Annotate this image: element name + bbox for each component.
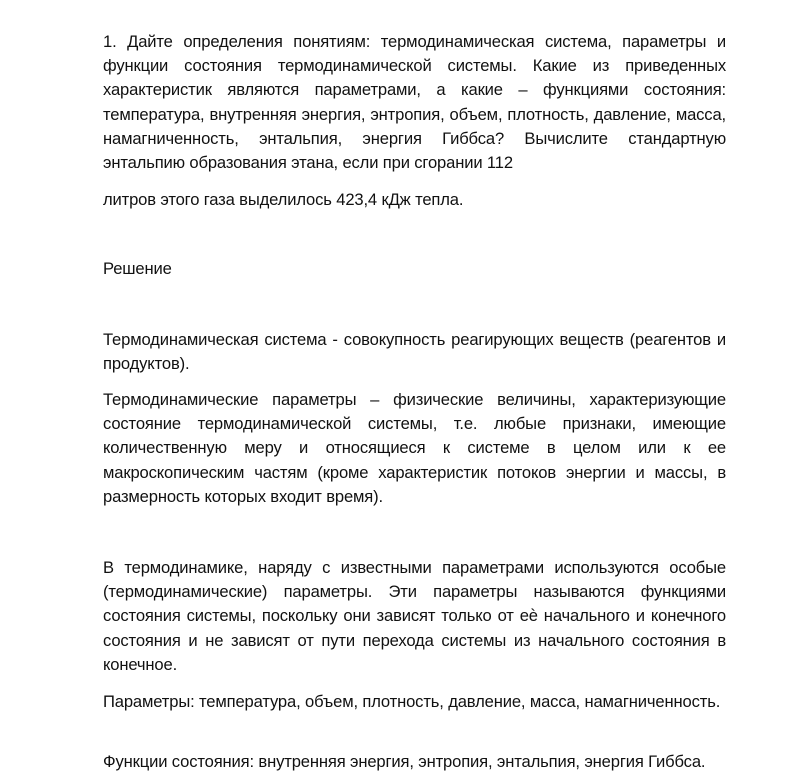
- question-text: 1. Дайте определения понятиям: термодинамическая система, параметры и функции состояния термодинамической системы. Какие из приведенных характеристик являются параметрами, а какие – функциями состояния: температура, внутренняя энергия, энтропия, объем, плотность, давление, масса, намагниченность, энтальпия, энергия Гиббса? Вычислите стандартную энтальпию образования этана, если при сгорании 112: [103, 32, 726, 173]
- functions-list: Функции состояния: внутренняя энергия, энтропия, энтальпия, энергия Гиббса.: [103, 752, 706, 771]
- parameters-list: Параметры: температура, объем, плотность, давление, масса, намагниченность.: [103, 692, 721, 711]
- definition-system: Термодинамическая система - совокупность реагирующих веществ (реагентов и продуктов).: [103, 330, 726, 374]
- definition-parameters: Термодинамические параметры – физические величины, характеризующие состояние термодинамической системы, т.е. любые признаки, имеющие количественную меру и относящиеся к системе в целом или к ее макроскопическим частям (кроме характеристик потоков энергии и массы, в размерность которых входит время).: [103, 390, 726, 506]
- question-continuation: литров этого газа выделилось 423,4 кДж тепла.: [103, 190, 464, 209]
- solution-heading: Решение: [103, 259, 172, 278]
- definition-functions: В термодинамике, наряду с известными параметрами используются особые (термодинамические) параметры. Эти параметры называются функциями состояния системы, поскольку они зависят только от еѐ начального и конечного состояния и не зависят от пути перехода системы из начального состояния в конечное.: [103, 558, 726, 674]
